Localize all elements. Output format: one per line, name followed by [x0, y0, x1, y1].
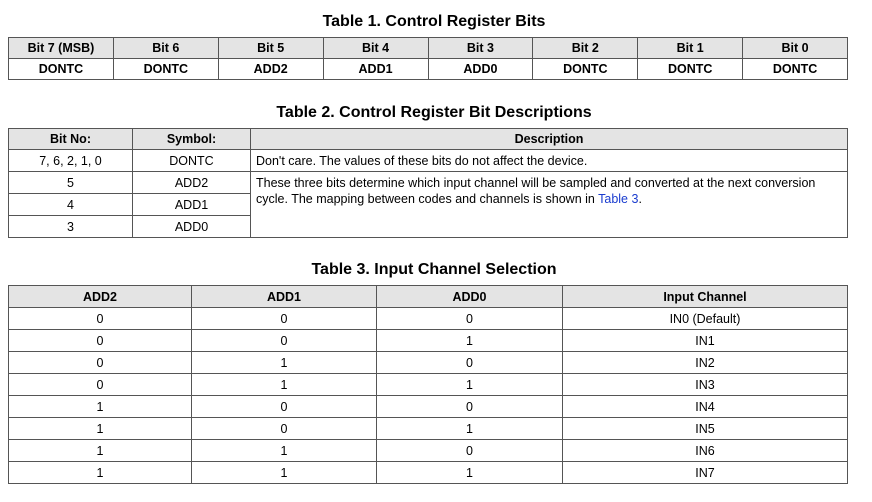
add0-cell: 1 — [377, 330, 563, 352]
table1-title: Table 1. Control Register Bits — [322, 13, 546, 30]
symbol-cell: ADD1 — [133, 194, 251, 216]
bit-number-cell: 3 — [9, 216, 133, 238]
table-row — [9, 374, 848, 396]
table1-cell: ADD1 — [323, 59, 428, 80]
bit-descriptions-table — [8, 128, 848, 238]
table1-header: Bit 6 — [113, 38, 218, 59]
table-row — [9, 352, 848, 374]
add2-cell: 0 — [9, 308, 192, 330]
table3-header: Input Channel — [563, 286, 848, 308]
table1-cell: DONTC — [743, 59, 848, 80]
add0-cell: 1 — [377, 374, 563, 396]
add2-cell: 0 — [9, 352, 192, 374]
add2-cell: 0 — [9, 374, 192, 396]
table-row — [9, 330, 848, 352]
table1-header: Bit 5 — [218, 38, 323, 59]
table1-header: Bit 0 — [743, 38, 848, 59]
add1-cell: 0 — [192, 418, 377, 440]
input-channel-selection-table — [8, 285, 848, 484]
symbol-cell: DONTC — [133, 150, 251, 172]
add0-cell: 0 — [377, 440, 563, 462]
add2-cell: 1 — [9, 462, 192, 484]
bit-number-cell: 5 — [9, 172, 133, 194]
table1-header: Bit 3 — [428, 38, 533, 59]
table1-cell: DONTC — [638, 59, 743, 80]
add0-cell: 0 — [377, 308, 563, 330]
table-row — [9, 418, 848, 440]
add2-cell: 1 — [9, 396, 192, 418]
table-row — [9, 396, 848, 418]
table-row — [9, 462, 848, 484]
bit-number-cell: 7, 6, 2, 1, 0 — [9, 150, 133, 172]
table1-header: Bit 2 — [533, 38, 638, 59]
channel-cell: IN3 — [563, 374, 848, 396]
channel-cell: IN5 — [563, 418, 848, 440]
add0-cell: 1 — [377, 418, 563, 440]
channel-cell: IN4 — [563, 396, 848, 418]
description-text: These three bits determine which input channel will be sampled and converted at the next conversion cycle. The mapping between codes and channels is shown in — [256, 176, 816, 206]
table2-title: Table 2. Control Register Bit Descriptions — [276, 104, 592, 121]
add1-cell: 1 — [192, 352, 377, 374]
symbol-cell: ADD0 — [133, 216, 251, 238]
add2-cell: 0 — [9, 330, 192, 352]
table1-cell: DONTC — [533, 59, 638, 80]
add1-cell: 1 — [192, 462, 377, 484]
channel-cell: IN6 — [563, 440, 848, 462]
table1-header: Bit 1 — [638, 38, 743, 59]
add2-cell: 1 — [9, 440, 192, 462]
control-register-bits-table — [8, 37, 848, 80]
table1-header: Bit 7 (MSB) — [9, 38, 114, 59]
table1-cell: DONTC — [9, 59, 114, 80]
table2-header: Bit No: — [9, 129, 133, 150]
table3-title: Table 3. Input Channel Selection — [311, 261, 557, 278]
add2-cell: 1 — [9, 418, 192, 440]
table1-cell: ADD0 — [428, 59, 533, 80]
table-row — [9, 440, 848, 462]
add0-cell: 0 — [377, 352, 563, 374]
add1-cell: 0 — [192, 330, 377, 352]
add0-cell: 0 — [377, 396, 563, 418]
table1-header: Bit 4 — [323, 38, 428, 59]
bit-number-cell: 4 — [9, 194, 133, 216]
channel-cell: IN2 — [563, 352, 848, 374]
add1-cell: 1 — [192, 440, 377, 462]
add0-cell: 1 — [377, 462, 563, 484]
channel-cell: IN0 (Default) — [563, 308, 848, 330]
table1-cell: DONTC — [113, 59, 218, 80]
table2-header: Symbol: — [133, 129, 251, 150]
table2-header: Description — [251, 129, 848, 150]
table1-cell: ADD2 — [218, 59, 323, 80]
description-cell — [251, 172, 848, 238]
description-end: . — [638, 192, 642, 206]
channel-cell: IN1 — [563, 330, 848, 352]
add1-cell: 0 — [192, 396, 377, 418]
channel-cell: IN7 — [563, 462, 848, 484]
symbol-cell: ADD2 — [133, 172, 251, 194]
add1-cell: 1 — [192, 374, 377, 396]
add1-cell: 0 — [192, 308, 377, 330]
table3-header: ADD0 — [377, 286, 563, 308]
table3-link[interactable]: Table 3 — [598, 192, 639, 206]
table3-header: ADD2 — [9, 286, 192, 308]
table3-header: ADD1 — [192, 286, 377, 308]
description-cell: Don't care. The values of these bits do not affect the device. — [251, 150, 848, 172]
table-row — [9, 308, 848, 330]
